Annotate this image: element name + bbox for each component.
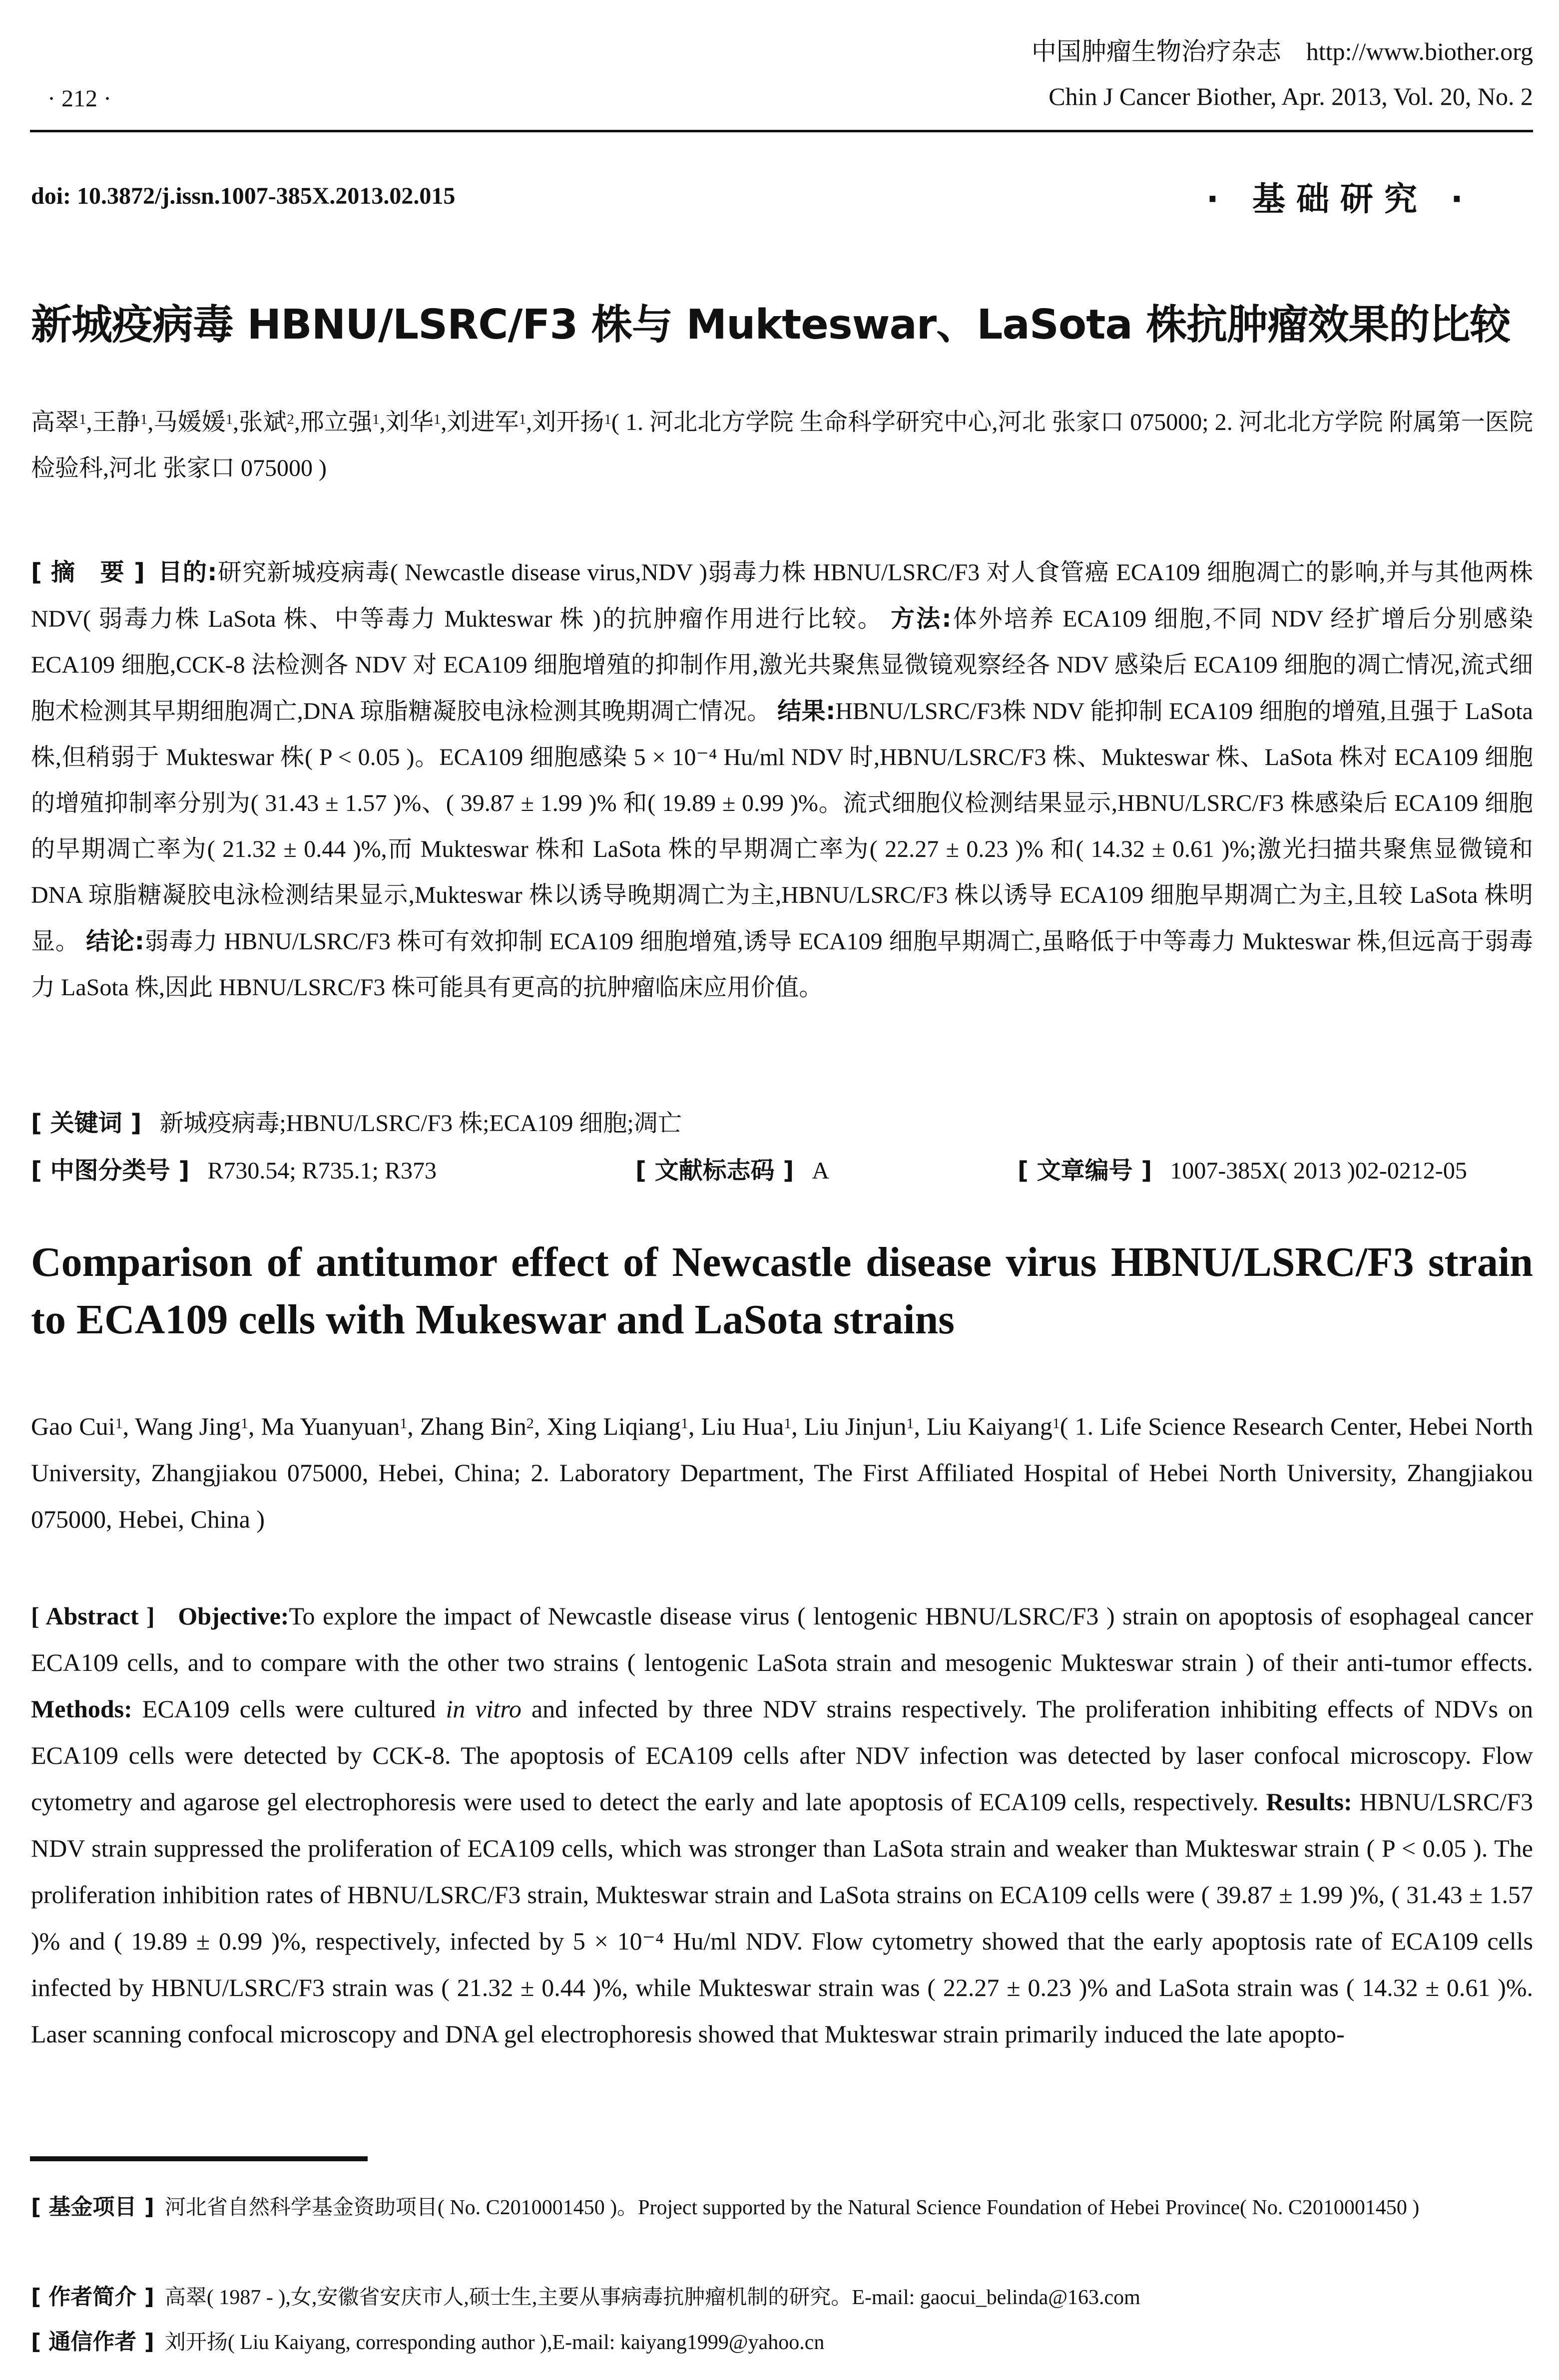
- author-name: Ma Yuanyuan: [261, 1412, 400, 1440]
- keywords-label: [ 关键词 ]: [31, 1109, 142, 1137]
- corresponding-text: 刘开扬( Liu Kaiyang, corresponding author ),E-mail: kaiyang1999@yahoo.cn: [164, 2331, 825, 2354]
- abstract-label-cn: [ 摘 要 ]: [31, 558, 145, 586]
- authors-en: [31, 1403, 1533, 1543]
- section-tag: · 基础研究 ·: [1206, 180, 1474, 218]
- author-affiliation-marker: 1: [1052, 1415, 1060, 1432]
- doc-code-label: [ 文献标志码 ]: [635, 1157, 794, 1185]
- objective-text-cn: 研究新城疫病毒( Newcastle disease virus,NDV )弱毒力株 HBNU/LSRC/F3 对人食管癌 ECA109 细胞凋亡的影响,并与其他两株 NDV( 弱毒力株 LaSota 株、中等毒力 Mukteswar 株 )的抗肿瘤作用进行比较。: [31, 559, 1534, 632]
- objective-label-cn: 目的:: [158, 558, 217, 586]
- author-bio-label: [ 作者简介 ]: [31, 2284, 154, 2310]
- keywords: 新城疫病毒;HBNU/LSRC/F3 株;ECA109 细胞;凋亡: [159, 1110, 682, 1137]
- author-list-cn: 高翠$^1$,王静$^1$,马媛媛$^1$,张斌$^2$,邢立强$^1$,刘华$^1$,刘进军$^1$,刘开扬$^1$: [31, 409, 611, 435]
- classification-line: [31, 1151, 1533, 1186]
- author-affiliation-marker: 1: [433, 411, 441, 427]
- header-divider: [30, 130, 1533, 132]
- methods-text-en-post: and infected by three NDV strains respectively. The proliferation inhibiting effects of NDVs on ECA109 cells were detected by CCK-8. The apoptosis of ECA109 cells after NDV infection was detected by laser confocal microscopy. Flow cytometry and agarose gel electrophoresis were used to detect the early and late apoptosis of ECA109 cells, respectively.: [31, 1695, 1533, 1816]
- objective-label-en: Objective:: [178, 1602, 289, 1630]
- funding-label: [ 基金项目 ]: [31, 2194, 154, 2220]
- author-affiliation-marker: 1: [115, 1415, 123, 1432]
- page-number: · 212 ·: [47, 85, 111, 112]
- article-no-label: [ 文章编号 ]: [1018, 1157, 1152, 1185]
- objective-text-en: To explore the impact of Newcastle disease virus ( lentogenic HBNU/LSRC/F3 ) strain on apoptosis of esophageal cancer ECA109 cells, and to compare with the other two strains ( lentogenic LaSota strain and mesogenic Mukteswar strain ) of their anti-tumor effects.: [31, 1602, 1534, 1676]
- doc-code-group: [635, 1151, 829, 1186]
- article-no-value: 1007-385X( 2013 )02-0212-05: [1170, 1158, 1467, 1184]
- journal-url[interactable]: http://www.biother.org: [1306, 37, 1533, 65]
- author-name: Wang Jing: [135, 1412, 241, 1440]
- author-name: 马媛媛: [153, 409, 226, 435]
- author-name: 邢立强: [300, 409, 373, 435]
- methods-text-en-italic: in vitro: [446, 1695, 521, 1723]
- author-affiliation-marker: 2: [287, 411, 294, 427]
- author-affiliation-marker: 1: [372, 411, 380, 427]
- clc-value: R730.54; R735.1; R373: [207, 1158, 437, 1184]
- author-bio-text: 高翠( 1987 - ),女,安徽省安庆市人,硕士生,主要从事病毒抗肿瘤机制的研究。E-mail: gaocui_belinda@163.com: [164, 2286, 1140, 2309]
- author-name: 刘进军: [447, 409, 519, 435]
- results-label-en: Results:: [1266, 1788, 1352, 1816]
- conclusion-label-cn: 结论:: [86, 927, 144, 955]
- footnote-divider: [30, 2156, 368, 2161]
- authors-cn: [31, 399, 1533, 491]
- author-affiliation-marker: 1: [604, 411, 611, 427]
- corresponding-label: [ 通信作者 ]: [31, 2329, 154, 2355]
- author-name: Gao Cui: [31, 1412, 115, 1440]
- funding-text: 河北省自然科学基金资助项目( No. C2010001450 )。Project supported by the Natural Science Foundation of Hebei Province( No. C2010001450 ): [164, 2196, 1420, 2219]
- doi: doi: 10.3872/j.issn.1007-385X.2013.02.015: [31, 183, 456, 209]
- abstract-label-en: [ Abstract ]: [31, 1602, 155, 1630]
- abstract-cn: [31, 549, 1533, 1011]
- results-text-cn: HBNU/LSRC/F3株 NDV 能抑制 ECA109 细胞的增殖,且强于 LaSota 株,但稍弱于 Mukteswar 株( P < 0.05 )。ECA109 细胞感染 5 × 10⁻⁴ Hu/ml NDV 时,HBNU/LSRC/F3 株、Mukteswar 株、LaSota 株对 ECA109 细胞的增殖抑制率分别为( 31.43 ± 1.57 )%、( 39.87 ± 1.99 )% 和( 19.89 ± 0.99 )%。流式细胞仪检测结果显示,HBNU/LSRC/F3 株感染后 ECA109 细胞的早期凋亡率为( 21.32 ± 0.44 )%,而 Mukteswar 株和 LaSota 株的早期凋亡率为( 22.27 ± 0.23 )% 和( 14.32 ± 0.61 )%;激光扫描共聚焦显微镜和 DNA 琼脂糖凝胶电泳检测结果显示,Mukteswar 株以诱导晚期凋亡为主,HBNU/LSRC/F3 株以诱导 ECA109 细胞早期凋亡为主,且较 LaSota 株明显。: [31, 698, 1533, 955]
- author-affiliation-marker: 1: [400, 1415, 408, 1432]
- author-affiliation-marker: 1: [519, 411, 526, 427]
- author-affiliation-marker: 1: [225, 411, 233, 427]
- journal-name-en: Chin J Cancer Biother, Apr. 2013, Vol. 20, No. 2: [1048, 82, 1533, 110]
- methods-text-en-pre: ECA109 cells were cultured: [142, 1695, 436, 1723]
- methods-text-cn: 体外培养 ECA109 细胞,不同 NDV 经扩增后分别感染 ECA109 细胞,CCK-8 法检测各 NDV 对 ECA109 细胞增殖的抑制作用,激光共聚焦显微镜观察经各 NDV 感染后 ECA109 细胞的凋亡情况,流式细胞术检测其早期细胞凋亡,DNA 琼脂糖凝胶电泳检测其晚期凋亡情况。: [31, 606, 1533, 725]
- methods-label-cn: 方法:: [891, 605, 952, 633]
- author-affiliation-marker: 1: [906, 1415, 914, 1432]
- journal-line-cn: [1032, 29, 1533, 74]
- footnote-author-bio: [31, 2275, 1533, 2320]
- author-name: Liu Jinjun: [804, 1412, 907, 1440]
- author-name: Xing Liqiang: [546, 1412, 681, 1440]
- title-cn: 新城疫病毒 HBNU/LSRC/F3 株与 Mukteswar、LaSota 株抗肿瘤效果的比较: [31, 301, 1511, 349]
- footnote-corresponding: [31, 2320, 1533, 2365]
- conclusion-text-cn: 弱毒力 HBNU/LSRC/F3 株可有效抑制 ECA109 细胞增殖,诱导 ECA109 细胞早期凋亡,虽略低于中等毒力 Mukteswar 株,但远高于弱毒力 LaSota 株,因此 HBNU/LSRC/F3 株可能具有更高的抗肿瘤临床应用价值。: [31, 928, 1533, 1001]
- clc-label: [ 中图分类号 ]: [31, 1157, 190, 1185]
- author-affiliation-marker: 1: [140, 411, 148, 427]
- doc-code-value: A: [812, 1158, 829, 1184]
- author-name: 刘开扬: [532, 409, 604, 435]
- author-name: Liu Kaiyang: [927, 1412, 1052, 1440]
- author-list-en: Gao Cui$^1$, Wang Jing$^1$, Ma Yuanyuan$^1$, Zhang Bin$^2$, Xing Liqiang$^1$, Liu Hua$^1$, Liu Jinjun$^1$, Liu Kaiyang$^1$: [31, 1412, 1060, 1440]
- author-affiliation-marker: 1: [79, 411, 86, 427]
- keywords-line: [31, 1104, 1533, 1138]
- author-name: 刘华: [385, 409, 434, 435]
- author-affiliation-marker: 1: [680, 1415, 688, 1432]
- journal-name-cn: 中国肿瘤生物治疗杂志: [1031, 37, 1281, 65]
- running-header: [1032, 29, 1533, 119]
- author-affiliation-marker: 2: [526, 1415, 534, 1432]
- author-name: 王静: [92, 409, 140, 435]
- abstract-en: [31, 1593, 1533, 2057]
- author-name: Liu Hua: [701, 1412, 784, 1440]
- footnote-funding: [31, 2185, 1533, 2230]
- author-name: 高翠: [31, 409, 79, 435]
- methods-label-en: Methods:: [31, 1695, 132, 1723]
- results-text-en: HBNU/LSRC/F3 NDV strain suppressed the proliferation of ECA109 cells, which was stronger than LaSota strain and weaker than Mukteswar strain ( P < 0.05 ). The proliferation inhibition rates of HBNU/LSRC/F3 strain, Mukteswar strain and LaSota strains on ECA109 cells were ( 39.87 ± 1.99 )%, ( 31.43 ± 1.57 )% and ( 19.89 ± 0.99 )%, respectively, infected by 5 × 10⁻⁴ Hu/ml NDV. Flow cytometry showed that the early apoptosis rate of ECA109 cells infected by HBNU/LSRC/F3 strain was ( 21.32 ± 0.44 )%, while Mukteswar strain was ( 22.27 ± 0.23 )% and LaSota strain was ( 14.32 ± 0.61 )%. Laser scanning confocal microscopy and DNA gel electrophoresis showed that Mukteswar strain primarily induced the late apopto-: [31, 1788, 1533, 2048]
- article-no-group: [1018, 1151, 1467, 1186]
- affiliations-cn: ( 1. 河北北方学院 生命科学研究中心,河北 张家口 075000; 2. 河北北方学院 附属第一医院 检验科,河北 张家口 075000 ): [31, 409, 1533, 481]
- author-name: Zhang Bin: [420, 1412, 526, 1440]
- title-en: Comparison of antitumor effect of Newcastle disease virus HBNU/LSRC/F3 strain to ECA109 cells with Mukeswar and LaSota strains: [31, 1239, 1533, 1343]
- author-affiliation-marker: 1: [240, 1415, 248, 1432]
- author-name: 张斌: [239, 409, 287, 435]
- affiliations-en: ( 1. Life Science Research Center, Hebei North University, Zhangjiakou 075000, Hebei, China; 2. Laboratory Department, The First Affiliated Hospital of Hebei North University, Zhangjiakou 075000, Hebei, China ): [31, 1412, 1534, 1533]
- author-affiliation-marker: 1: [784, 1415, 792, 1432]
- results-label-cn: 结果:: [777, 697, 836, 725]
